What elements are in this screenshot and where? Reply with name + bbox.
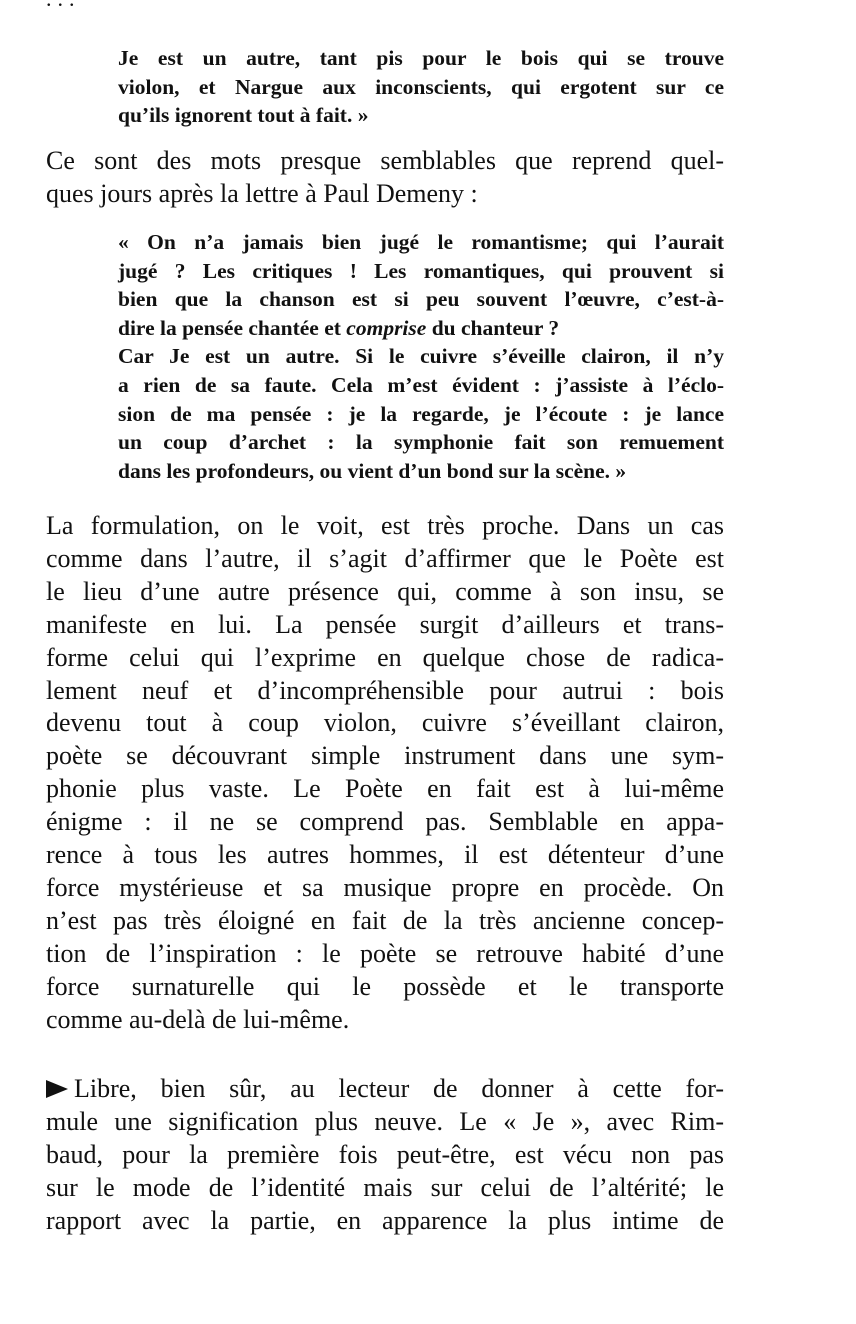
quote2-line: jugé ? Les critiques ! Les romantiques, qui prouvent si bbox=[118, 258, 724, 283]
paragraph1-line: lement neuf et d’incompréhensible pour autrui : bois bbox=[46, 675, 724, 705]
paragraph2-line: baud, pour la première fois peut-être, est vécu non pas bbox=[46, 1139, 724, 1169]
quote2-line: a rien de sa faute. Cela m’est évident : j’assiste à l’éclo- bbox=[118, 372, 724, 397]
paragraph1-line: La formulation, on le voit, est très proche. Dans un cas bbox=[46, 511, 724, 540]
intro-paragraph bbox=[46, 145, 724, 211]
paragraph1-line: devenu tout à coup violon, cuivre s’éveillant clairon, bbox=[46, 708, 724, 738]
quote1-line: qu’ils ignorent tout à fait. » bbox=[118, 103, 369, 128]
quote2-line-part: du chanteur ? bbox=[426, 315, 560, 340]
quote2-line: Car Je est un autre. Si le cuivre s’éveille clairon, il n’y bbox=[118, 344, 724, 369]
paragraph1-line: phonie plus vaste. Le Poète en fait est à lui-même bbox=[46, 774, 724, 804]
quote2-line: un coup d’archet : la symphonie fait son remuement bbox=[118, 430, 724, 455]
body-paragraph-2 bbox=[46, 1073, 724, 1238]
right-triangle-icon bbox=[46, 1080, 68, 1098]
quote2-line: dans les profondeurs, ou vient d’un bond sur la scène. » bbox=[118, 458, 627, 483]
intro-line: Ce sont des mots presque semblables que reprend quel- bbox=[46, 146, 724, 175]
paragraph2-line bbox=[46, 1073, 724, 1106]
quote2-line: sion de ma pensée : je la regarde, je l’écoute : je lance bbox=[118, 401, 724, 426]
quote2-line: bien que la chanson est si peu souvent l’œuvre, c’est-à- bbox=[118, 287, 724, 312]
paragraph2-line-text: Libre, bien sûr, au lecteur de donner à cette for- bbox=[74, 1074, 724, 1103]
intro-line: ques jours après la lettre à Paul Demeny : bbox=[46, 178, 478, 208]
quote1-line: violon, et Nargue aux inconscients, qui ergotent sur ce bbox=[118, 74, 724, 99]
quote1-line: Je est un autre, tant pis pour le bois qui se trouve bbox=[118, 46, 724, 70]
page-top-fragment bbox=[46, 0, 81, 12]
quote-block-1 bbox=[118, 44, 724, 130]
paragraph1-line: tion de l’inspiration : le poète se retrouve habité d’une bbox=[46, 938, 724, 968]
quote2-line: « On n’a jamais bien jugé le romantisme; qui l’aurait bbox=[118, 230, 724, 254]
paragraph2-line: mule une signification plus neuve. Le « Je », avec Rim- bbox=[46, 1106, 724, 1136]
quote2-emphasis: comprise bbox=[346, 315, 427, 340]
paragraph1-line: poète se découvrant simple instrument dans une sym- bbox=[46, 741, 724, 771]
quote2-line-part: dire la pensée chantée et bbox=[118, 315, 347, 340]
quote2-line bbox=[118, 314, 724, 343]
paragraph1-line: n’est pas très éloigné en fait de la très ancienne concep- bbox=[46, 905, 724, 935]
paragraph1-line: énigme : il ne se comprend pas. Semblable en appa- bbox=[46, 807, 724, 837]
paragraph1-line: manifeste en lui. La pensée surgit d’ailleurs et trans- bbox=[46, 609, 724, 639]
paragraph1-line: force surnaturelle qui le possède et le transporte bbox=[46, 971, 724, 1001]
quote-block-2 bbox=[118, 228, 724, 485]
paragraph1-line: rence à tous les autres hommes, il est détenteur d’une bbox=[46, 840, 724, 870]
paragraph1-line: forme celui qui l’exprime en quelque chose de radica- bbox=[46, 642, 724, 672]
body-paragraph-1 bbox=[46, 510, 724, 1037]
paragraph1-line: le lieu d’une autre présence qui, comme à son insu, se bbox=[46, 576, 724, 606]
paragraph1-line: comme au-delà de lui-même. bbox=[46, 1004, 350, 1034]
paragraph2-line: rapport avec la partie, en apparence la plus intime de bbox=[46, 1205, 724, 1235]
paragraph2-line: sur le mode de l’identité mais sur celui de l’altérité; le bbox=[46, 1172, 724, 1202]
paragraph1-line: force mystérieuse et sa musique propre en procède. On bbox=[46, 872, 724, 902]
paragraph1-line: comme dans l’autre, il s’agit d’affirmer que le Poète est bbox=[46, 543, 724, 573]
